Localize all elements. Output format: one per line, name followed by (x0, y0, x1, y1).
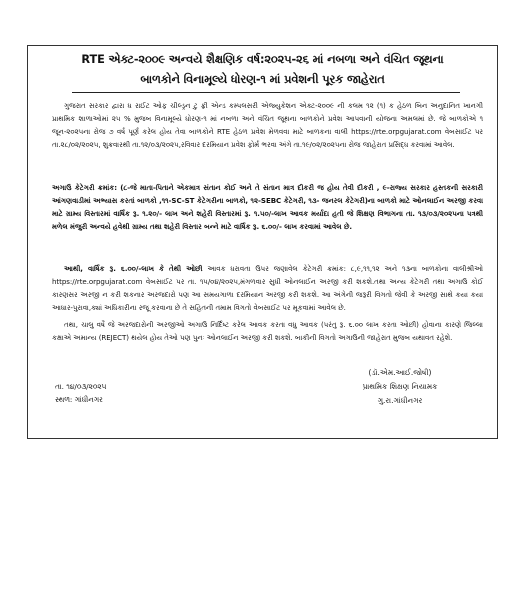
notice-date: તા. ૧૪/૦૩/૨૦૨૫ (55, 382, 107, 391)
signatory-title: પ્રાથમિક શિક્ષણ નિયામક (362, 382, 438, 391)
notice-title-line-1: RTE એક્ટ-૨૦૦૯ અન્વયે શૈક્ષણિક વર્ષ:૨૦૨૫-૨૬ માં નબળા અને વંચિત જૂથના (81, 53, 444, 66)
title-underline (72, 92, 460, 93)
paragraph-income-limit (52, 181, 483, 233)
notice-place: સ્થળ: ગાંધીનગર (55, 395, 103, 404)
signatory-name: (ડૉ.એમ.આઈ.જોષી) (368, 368, 432, 377)
paragraph-intro: ગુજરાત સરકાર દ્વારા ધ રાઈટ ઓફ ચીલ્ડ્રન ટુ ફ્રી એન્ડ કમ્પલસરી એજ્યુકેશન એક્ટ-૨૦૦૯ ની કલમ ૧૨ (૧) ક હેઠળ બિન અનુદાનિત ખાનગી પ્રાથમિક શાળાઓમાં ૨૫ % મુજબ વિનામૂલ્યે ધોરણ-૧ માં નબળા અને વંચિત જૂથના બાળકોને પ્રવેશ આપવાની યોજના અમલમાં છે. જે બાળકોએ ૧ જૂન-૨૦૨૫ના રોજ ૭ વર્ષ પૂર્ણ કરેલ હોય તેવા બાળકોને RTE હેઠળ પ્રવેશ મેળવવા માટે બાળકના વાલી https://rte.orpgujarat.com વેબસાઈટ પર તા.૨૮/૦૨/૨૦૨૫, શુક્રવારથી તા.૧૨/૦૩/૨૦૨૫,રવિવાર દરમિયાન પ્રવેશ ફોર્મ ભરવા અંગે તા.૧૯/૦૨/૨૦૨૫ના રોજ જાહેરાત પ્રસિદ્ધ કરવામાં આવેલ. (52, 101, 483, 150)
paragraph-application-deadline (52, 262, 483, 314)
signatory-place: ગુ.રા.ગાંધીનગર (377, 396, 423, 405)
paragraph-rejected-reapply: તથા, ચાલુ વર્ષે જે અરજદારોની અરજીઓ અગાઉ નિર્દિષ્ટ કરેલ આવક કરતા વધુ આવક (પરંતુ રૂ. ૬.૦૦ લાખ કરતા ઓછી) હોવાના કારણે જિલ્લા કક્ષાએ અમાન્ય (REJECT) થયેલ હોય તેઓ પણ પુનઃ ઓનલાઈન અરજી કરી શકશે. બાકીની વિગતો અગાઉની જાહેરાત મુજબ યથાવત રહેશે. (52, 320, 483, 343)
paragraph-income-limit-text: અગાઉ કેટેગરી ક્રમાંક: (૮-જે માતા-પિતાને એકમાત્ર સંતાન કોઈ અને તે સંતાન માત્ર દીકરી જ હોય તેવી દીકરી , ૯-રાજ્ય સરકાર હસ્તકની સરકારી આંગણવાડીમાં અભ્યાસ કરતાં બાળકો ,૧૧-SC-ST કેટેગરીના બાળકો, ૧૨-SEBC કેટેગરી, ૧૩- જનરલ કેટેગરી)ના બાળકો માટે ઓનલાઈન અરજી કરવા માટે ગ્રામ્ય વિસ્તારમાં વાર્ષિક રૂ. ૧.૨૦/- લાખ અને શહેરી વિસ્તારમાં રૂ. ૧.૫૦/-લાખ આવક મર્યાદા હતી જે શિક્ષણ વિભાગના તા. ૧૩/૦૩/૨૦૨૫ના પત્રથી મળેલ મંજુરી અન્વયે હવેથી ગ્રામ્ય તથા શહેરી વિસ્તાર બન્ને માટે વાર્ષિક રૂ. ૬.૦૦/- લાખ કરવામાં આવેલ છે. (52, 183, 483, 232)
paragraph-application-deadline-text: આવક ધરાવતા ઉપર જણાવેલ કેટેગરી ક્રમાંક: ૮,૯,૧૧,૧૨ અને ૧૩ના બાળકોના વાલીશ્રીઓ https://rte.orpgujarat.com વેબસાઈટ પર તા. ૧૫/૦૪/૨૦૨૫,મંગળવાર સુધી ઓનલાઈન અરજી કરી શકશે.તથા અન્ય કેટેગરી તથા અગાઉ કોઈ કારણસર અરજી ન કરી શકનાર અરજદારો પણ આ સમયગાળા દરમિયાન અરજી કરી શકશે. આ અંગેની જરૂરી વિગતો જેવી કે અરજી સાથે કયા કયા આધાર-પુરાવા,ક્યાં અધિકારીના રજૂ કરવાના છે તે સહિતની તમામ વિગતો વેબસાઈટ પર મૂકવામાં આવેલ છે. (52, 264, 483, 313)
paragraph-application-deadline-lead: આથી, વાર્ષિક રૂ. ૬.૦૦/-લાખ કે તેથી ઓછી (64, 264, 203, 273)
notice-title-line-2: બાળકોને વિનામૂલ્યે ધોરણ-૧ માં પ્રવેશની પૂરક જાહેરાત (140, 73, 385, 86)
